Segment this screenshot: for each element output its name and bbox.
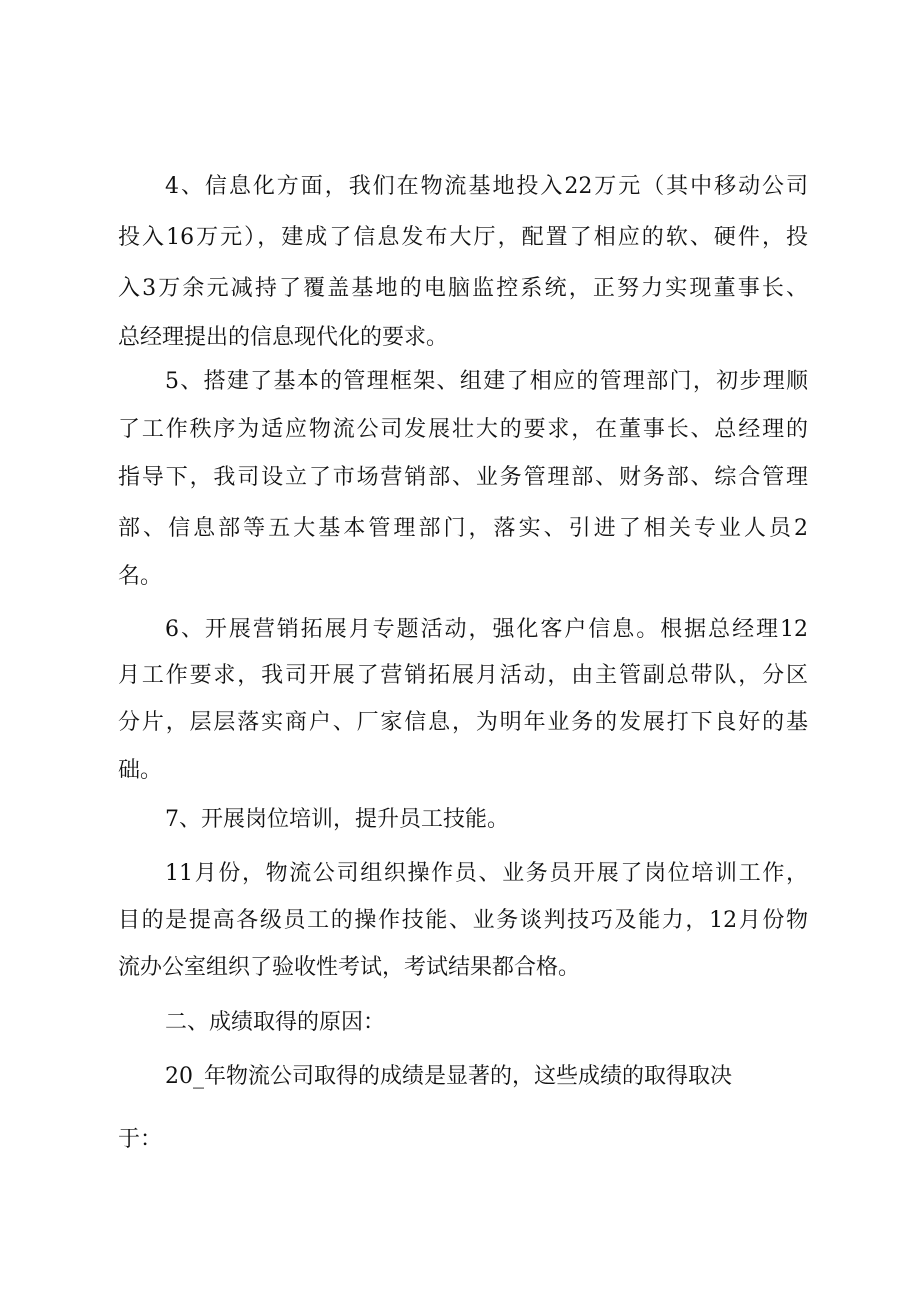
paragraph-line: 7、开展岗位培训，提升员工技能。 <box>165 807 509 832</box>
paragraph-line: 了工作秩序为适应物流公司发展壮大的要求，在董事长、总经理的 <box>118 417 808 442</box>
paragraph-line: 4、信息化方面，我们在物流基地投入22万元（其中移动公司 <box>165 174 808 199</box>
paragraph-line: 投入16万元），建成了信息发布大厅，配置了相应的软、硬件，投 <box>118 225 808 250</box>
paragraph-line: 月工作要求，我司开展了营销拓展月活动，由主管副总带队，分区 <box>118 663 808 688</box>
paragraph-line: 于： <box>118 1127 163 1152</box>
paragraph-line: 础。 <box>118 758 163 783</box>
paragraph-line: 指导下，我司设立了市场营销部、业务管理部、财务部、综合管理 <box>118 465 808 490</box>
paragraph-line: 6、开展营销拓展月专题活动，强化客户信息。根据总经理12 <box>165 617 808 642</box>
paragraph-line: 20_年物流公司取得的成绩是显著的，这些成绩的取得取决 <box>165 1064 732 1089</box>
paragraph-line: 目的是提高各级员工的操作技能、业务谈判技巧及能力，12月份物 <box>118 908 808 933</box>
paragraph-line: 11月份，物流公司组织操作员、业务员开展了岗位培训工作， <box>165 861 808 886</box>
paragraph-line: 部、信息部等五大基本管理部门，落实、引进了相关专业人员2 <box>118 516 808 541</box>
paragraph-line: 分片，层层落实商户、厂家信息，为明年业务的发展打下良好的基 <box>118 710 808 735</box>
paragraph-line: 5、搭建了基本的管理框架、组建了相应的管理部门，初步理顺 <box>165 369 808 394</box>
paragraph-line: 总经理提出的信息现代化的要求。 <box>118 325 449 350</box>
paragraph-line: 流办公室组织了验收性考试，考试结果都合格。 <box>118 955 581 980</box>
section-heading: 二、成绩取得的原因： <box>165 1010 386 1035</box>
paragraph-line: 入3万余元减持了覆盖基地的电脑监控系统，正努力实现董事长、 <box>118 276 808 301</box>
paragraph-line: 名。 <box>118 564 163 589</box>
